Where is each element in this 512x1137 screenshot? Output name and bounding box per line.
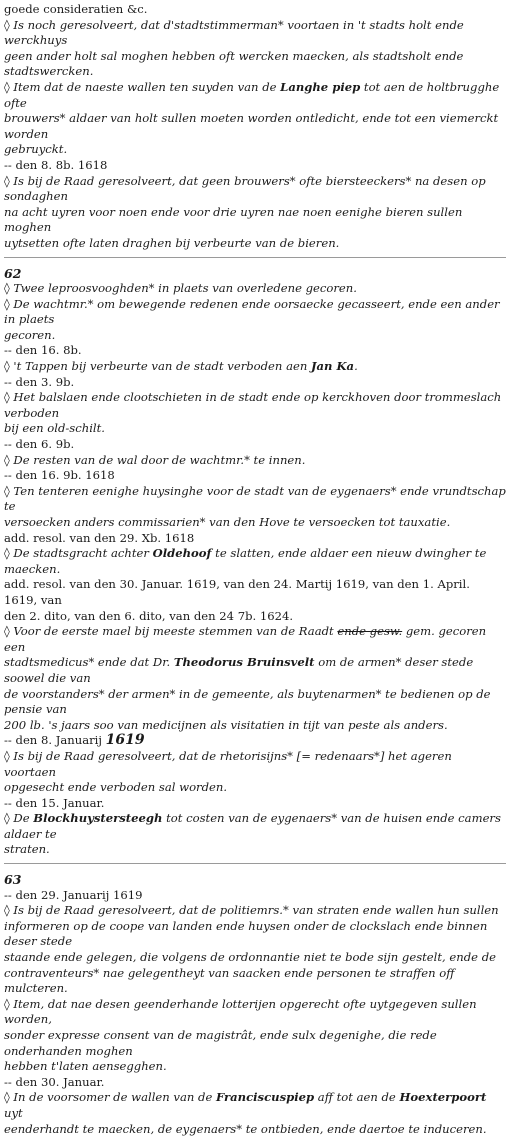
text-line <box>4 919 506 950</box>
text-span: geen ander holt sal moghen hebben oft wercken maecken, als stadtsholt ende stadtswercken. <box>4 48 468 79</box>
lozenge-bullet-icon: ◊ <box>4 546 14 561</box>
page-number: 62 <box>4 265 22 281</box>
text-span: te slatten, ende aldaer een nieuw dwingher te maecken. <box>4 546 491 576</box>
text-span: -- den 6. 9b. <box>4 437 75 452</box>
text-line <box>4 966 506 997</box>
text-line <box>4 80 506 111</box>
text-span: uyt <box>4 1090 491 1120</box>
text-span: eenderhandt te maecken, de eygenaers* te ontbieden, ende daertoe te induceren. <box>4 1121 487 1136</box>
text-span: goede consideratien &c. <box>4 2 148 16</box>
text-line <box>4 468 506 484</box>
lozenge-bullet-icon: ◊ <box>4 359 14 374</box>
text-span: -- den 16. 9b. 1618 <box>4 468 115 483</box>
text-line <box>4 687 506 718</box>
text-line <box>4 375 506 391</box>
text-span: uytsetten ofte laten draghen bij verbeurte van de bieren. <box>4 235 340 250</box>
text-line <box>4 903 506 919</box>
text-line <box>4 142 506 158</box>
text-span: Langhe piep <box>280 79 361 94</box>
page-number: 63 <box>4 872 22 888</box>
page-section <box>4 863 506 1137</box>
text-span: Voor de eerste mael bij meeste stemmen van de Raadt <box>13 624 338 639</box>
lozenge-bullet-icon: ◊ <box>4 903 14 918</box>
text-span: brouwers* aldaer van holt sullen moeten worden ontledicht, ende tot een viemerckt worden <box>4 111 502 141</box>
text-line <box>4 281 506 297</box>
text-line <box>4 609 506 625</box>
text-line <box>4 1090 506 1121</box>
text-span: Is bij de Raad geresolveert, dat de politiemrs.* van straten ende wallen hun sullen <box>13 903 499 918</box>
text-span: Theodorus Bruinsvelt <box>173 655 315 670</box>
text-line <box>4 531 506 547</box>
text-span: tot aen de holtbrugghe ofte <box>4 79 503 110</box>
lozenge-bullet-icon: ◊ <box>4 811 14 826</box>
text-span: informeren op de coope van landen ende huysen onder de clockslach ende binnen deser stede <box>4 918 491 949</box>
text-line <box>4 297 506 328</box>
text-span: De wachtmr.* om bewegende redenen ende oorsaecke gecasseert, ende een ander in plaets <box>4 296 504 327</box>
text-line <box>4 749 506 780</box>
text-line <box>4 655 506 686</box>
page-separator <box>4 257 506 258</box>
text-line <box>4 546 506 577</box>
text-line <box>4 1122 506 1137</box>
text-line <box>4 359 506 375</box>
text-line <box>4 343 506 359</box>
page-section <box>4 2 506 252</box>
text-span: -- den 29. Januarij 1619 <box>4 887 143 902</box>
text-span: bij een old-schilt. <box>4 421 105 436</box>
text-line <box>4 421 506 437</box>
text-span: om de armen* deser stede soowel die van <box>4 655 477 685</box>
text-span: versoecken anders commissarien* van den Hove te versoecken tot tauxatie. <box>4 515 451 529</box>
lozenge-bullet-icon: ◊ <box>4 390 14 405</box>
text-span: na acht uyren voor noen ende voor drie uyren nae noen eenighe bieren sullen moghen <box>4 204 466 235</box>
text-line <box>4 174 506 205</box>
text-span: Het balslaen ende clootschieten in de stadt ende op kerckhoven door trommeslach verboden <box>4 390 505 420</box>
text-line <box>4 111 506 142</box>
text-span: -- den 8. Januarij <box>4 733 106 748</box>
text-line <box>4 811 506 842</box>
text-span: Item, dat nae desen geenderhande lotterijen opgerecht ofte uytgegeven sullen worden, <box>4 996 481 1027</box>
text-line <box>4 390 506 421</box>
text-span: tot costen van de eygenaers* van de huisen ende camers aldaer te <box>4 811 505 841</box>
text-span: 't Tappen bij verbeurte van de stadt verboden aen <box>13 359 311 374</box>
text-span: add. resol. van den 29. Xb. 1618 <box>4 530 195 545</box>
text-line <box>4 1059 506 1075</box>
text-span: sonder expresse consent van de magistrât, ende sulx degenighe, die rede onderhanden moghen <box>4 1028 441 1058</box>
text-line <box>4 49 506 80</box>
text-line <box>4 842 506 858</box>
lozenge-bullet-icon: ◊ <box>4 17 14 32</box>
text-span: -- den 3. 9b. <box>4 374 75 389</box>
text-span: staande ende gelegen, die volgens de ordonnantie niet te bode sijn gestelt, ende de <box>4 950 496 965</box>
text-span: Ten tenteren eenighe huysinghe voor de stadt van de eygenaers* ende vrundtschap te <box>4 483 510 514</box>
text-span: de voorstanders* der armen* in de gemeente, als buytenarmen* te bedienen op de pensie van <box>4 686 495 717</box>
text-span: straten. <box>4 842 50 857</box>
lozenge-bullet-icon: ◊ <box>4 296 14 311</box>
text-line <box>4 997 506 1028</box>
text-line <box>4 796 506 812</box>
text-span: . <box>354 359 358 374</box>
text-line <box>4 733 506 749</box>
text-line <box>4 328 506 344</box>
text-line <box>4 888 506 904</box>
text-line <box>4 718 506 734</box>
lozenge-bullet-icon: ◊ <box>4 173 14 188</box>
text-line <box>4 624 506 655</box>
text-line <box>4 236 506 252</box>
text-line <box>4 1028 506 1059</box>
text-span: De stadtsgracht achter <box>13 546 153 561</box>
text-span: Is noch geresolveert, dat d'stadtstimmerman* voortaen in 't stadts holt ende werckhuys <box>4 17 468 48</box>
text-span: -- den 16. 8b. <box>4 343 82 358</box>
lozenge-bullet-icon: ◊ <box>4 281 14 296</box>
text-span: den 2. dito, van den 6. dito, van den 24 7b. 1624. <box>4 608 294 623</box>
text-span: Jan Ka <box>311 359 355 374</box>
text-line <box>4 577 506 608</box>
text-span: In de voorsomer de wallen van de <box>13 1090 217 1105</box>
lozenge-bullet-icon: ◊ <box>4 624 14 639</box>
text-span: aff tot aen de <box>314 1090 400 1105</box>
text-span: De resten van de wal door de wachtmr.* te innen. <box>13 452 306 467</box>
text-span: add. resol. van den 30. Januar. 1619, van den 24. Martij 1619, van den 1. April. 1619, van <box>4 577 474 607</box>
text-span: ende gesw. <box>337 624 403 639</box>
text-span: hebben t'laten aensegghen. <box>4 1059 167 1074</box>
text-span: Hoexterpoort <box>399 1090 487 1105</box>
text-line <box>4 158 506 174</box>
lozenge-bullet-icon: ◊ <box>4 79 14 94</box>
text-span: -- den 30. Januar. <box>4 1074 105 1089</box>
text-span: -- den 15. Januar. <box>4 795 105 810</box>
text-line <box>4 437 506 453</box>
text-span: contraventeurs* nae gelegentheyt van saacken ende personen te straffen off mulcteren. <box>4 965 459 996</box>
text-span: 1619 <box>105 732 145 749</box>
text-span: Is bij de Raad geresolveert, dat geen brouwers* ofte biersteeckers* na desen op sondaghen <box>4 173 490 204</box>
text-line <box>4 950 506 966</box>
text-line <box>4 2 506 18</box>
text-span: 200 lb. 's jaars soo van medicijnen als visitatien in tijt van peste als anders. <box>4 717 448 732</box>
lozenge-bullet-icon: ◊ <box>4 452 14 467</box>
text-span: Twee leproosvooghden* in plaets van overledene gecoren. <box>13 281 357 296</box>
lozenge-bullet-icon: ◊ <box>4 996 14 1011</box>
text-line <box>4 483 510 515</box>
text-span: Item dat de naeste wallen ten suyden van de <box>13 79 281 94</box>
page-section <box>4 257 510 859</box>
text-span: opgesecht ende verboden sal worden. <box>4 780 228 795</box>
text-span: gem. gecoren een <box>4 624 490 654</box>
text-span: gecoren. <box>4 327 56 342</box>
text-line <box>4 515 506 531</box>
lozenge-bullet-icon: ◊ <box>4 1090 14 1105</box>
text-line <box>4 1075 506 1091</box>
lozenge-bullet-icon: ◊ <box>4 483 14 498</box>
text-span: De <box>13 811 34 826</box>
text-line <box>4 453 506 469</box>
text-span: Oldehoof <box>152 546 212 561</box>
text-line <box>4 780 506 796</box>
page-separator <box>4 863 506 864</box>
text-line <box>4 18 506 49</box>
text-span: Franciscuspiep <box>216 1090 315 1105</box>
text-span: gebruyckt. <box>4 142 68 157</box>
text-span: Blockhuystersteegh <box>33 811 163 826</box>
text-span: -- den 8. 8b. 1618 <box>4 157 108 172</box>
lozenge-bullet-icon: ◊ <box>4 748 14 763</box>
text-span: stadtsmedicus* ende dat Dr. <box>4 655 174 670</box>
text-span: Is bij de Raad geresolveert, dat de rhetorisijns* [= redenaars*] het ageren voortaen <box>4 748 456 779</box>
text-line <box>4 205 506 236</box>
